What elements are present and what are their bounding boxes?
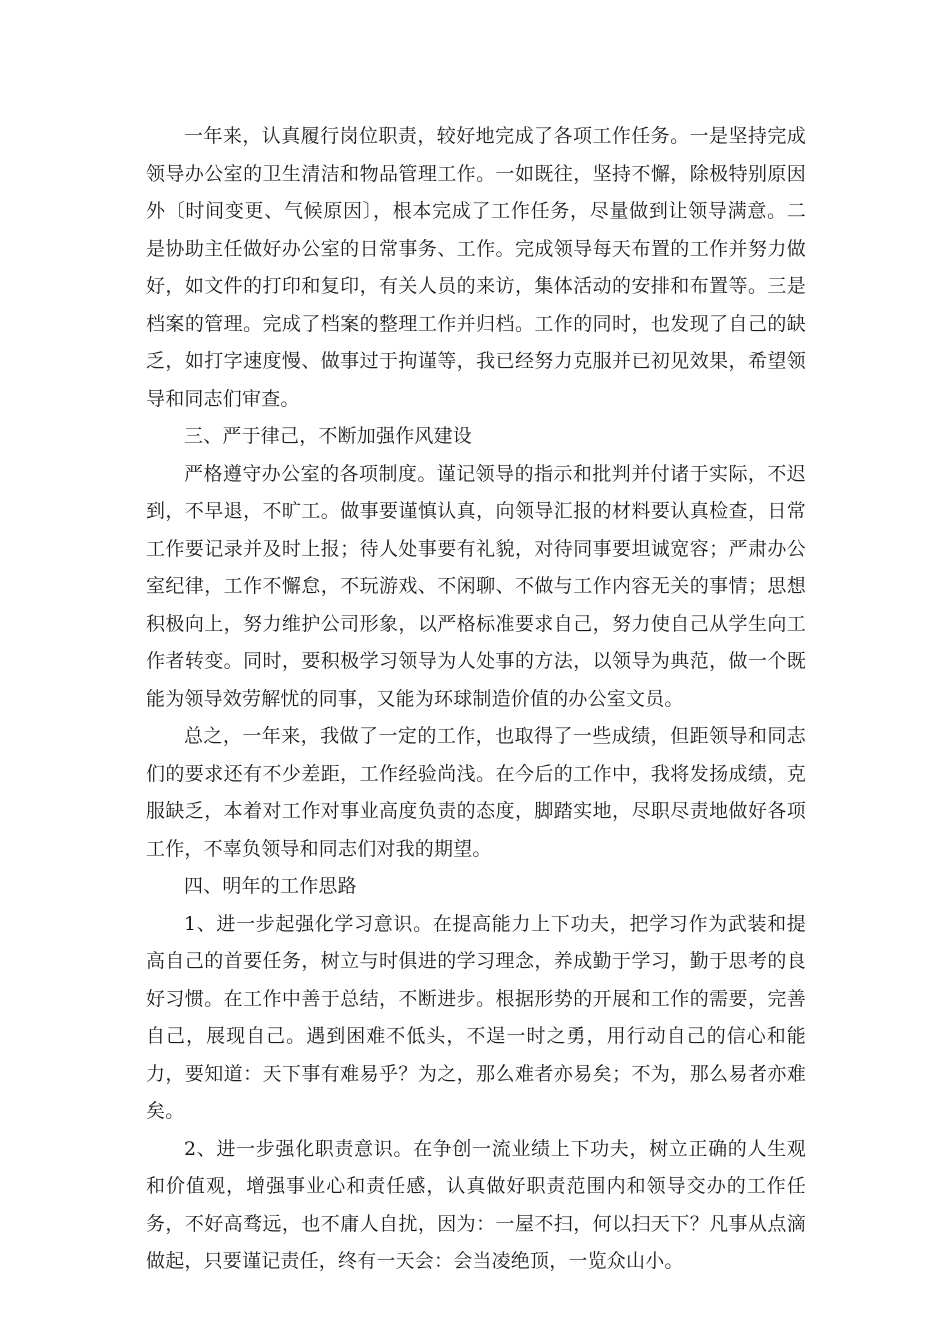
paragraph-duty-performance: 一年来，认真履行岗位职责，较好地完成了各项工作任务。一是坚持完成领导办公室的卫生清洁和物品管理工作。一如既往，坚持不懈，除极特别原因外〔时间变更、气候原因〕，根本完成了工作任务，尽量做到让领导满意。二是协助主任做好办公室的日常事务、工作。完成领导每天布置的工作并努力做好，如文件的打印和复印，有关人员的来访，集体活动的安排和布置等。三是档案的管理。完成了档案的整理工作并归档。工作的同时，也发现了自己的缺乏，如打字速度慢、做事过于拘谨等，我已经努力克服并已初见效果，希望领导和同志们审查。 [146,125,806,410]
section-heading-next-year-plan: 四、明年的工作思路 [184,875,357,897]
document-body [146,118,806,1281]
paragraph-office-rules: 严格遵守办公室的各项制度。谨记领导的指示和批判并付诸于实际，不迟到，不早退，不旷工。做事要谨慎认真，向领导汇报的材料要认真检查，日常工作要记录并及时上报；待人处事要有礼貌，对待同事要坦诚宽容；严肃办公室纪律，工作不懈怠，不玩游戏、不闲聊、不做与工作内容无关的事情；思想积极向上，努力维护公司形象，以严格标准要求自己，努力使自己从学生向工作者转变。同时，要积极学习领导为人处事的方法，以领导为典范，做一个既能为领导效劳解忧的同事，又能为环球制造价值的办公室文员。 [146,462,806,710]
paragraph-summary: 总之，一年来，我做了一定的工作，也取得了一些成绩，但距领导和同志们的要求还有不少差距，工作经验尚浅。在今后的工作中，我将发扬成绩，克服缺乏，本着对工作对事业高度负责的态度，脚踏实地，尽职尽责地做好各项工作，不辜负领导和同志们对我的期望。 [146,725,806,860]
paragraph-duty-awareness: 2、进一步强化职责意识。在争创一流业绩上下功夫，树立正确的人生观和价值观，增强事业心和责任感，认真做好职责范围内和领导交办的工作任务，不好高骛远，也不庸人自扰，因为：一屋不扫，何以扫天下？凡事从点滴做起，只要谨记责任，终有一天会：会当凌绝顶，一览众山小。 [146,1137,806,1272]
paragraph-learning-awareness: 1、进一步起强化学习意识。在提高能力上下功夫，把学习作为武装和提高自己的首要任务，树立与时俱进的学习理念，养成勤于学习，勤于思考的良好习惯。在工作中善于总结，不断进步。根据形势的开展和工作的需要，完善自己，展现自己。遇到困难不低头，不逞一时之勇，用行动自己的信心和能力，要知道：天下事有难易乎？为之，那么难者亦易矣；不为，那么易者亦难矣。 [146,912,806,1122]
section-heading-discipline: 三、严于律己，不断加强作风建设 [184,425,473,447]
